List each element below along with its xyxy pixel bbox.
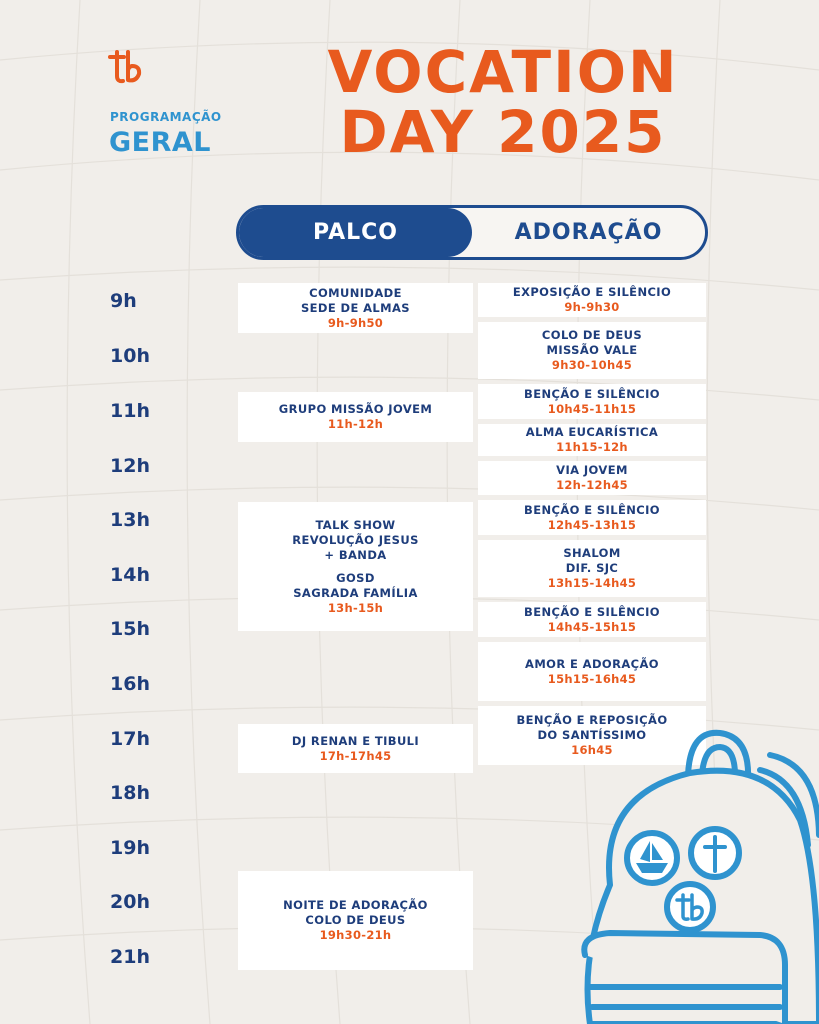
hour-label: 21h — [110, 946, 150, 968]
title-line-1: VOCATION — [327, 38, 679, 106]
event-title: GOSD — [336, 570, 375, 585]
event-time: 15h15-16h45 — [547, 671, 637, 686]
tab-adoracao[interactable]: ADORAÇÃO — [514, 220, 663, 245]
event-time: 9h30-10h45 — [551, 358, 633, 372]
event-time: 17h-17h45 — [319, 748, 392, 763]
event-time: 12h-12h45 — [556, 478, 628, 492]
event-title: COMUNIDADE — [309, 285, 402, 300]
hour-label: 14h — [110, 564, 150, 586]
event-time: 9h-9h50 — [327, 315, 384, 330]
adoracao-event-card[interactable] — [478, 384, 706, 419]
event-title: SEDE DE ALMAS — [300, 300, 410, 315]
hour-label: 16h — [110, 673, 150, 695]
event-time: 12h45-13h15 — [547, 517, 637, 532]
palco-event-card[interactable] — [238, 392, 473, 442]
event-time: 11h15-12h — [556, 440, 628, 454]
event-title: COLO DE DEUS — [541, 328, 643, 342]
palco-event-card[interactable] — [238, 724, 473, 773]
hour-label: 18h — [110, 782, 150, 804]
event-title: BENÇÃO E REPOSIÇÃO — [516, 713, 668, 727]
event-title: REVOLUÇÃO JESUS — [292, 532, 419, 547]
event-time: 9h-9h30 — [564, 300, 620, 314]
event-time: 19h30-21h — [319, 928, 392, 942]
hour-label: 9h — [110, 290, 137, 312]
event-title: ALMA EUCARÍSTICA — [525, 425, 659, 439]
palco-event-card[interactable] — [238, 871, 473, 970]
tab-palco[interactable]: PALCO — [239, 208, 472, 257]
backpack-icon — [570, 725, 819, 1024]
event-title: MISSÃO VALE — [546, 343, 638, 357]
geral-label: GERAL — [109, 127, 211, 158]
adoracao-event-card[interactable] — [478, 424, 706, 456]
event-title: + BANDA — [324, 547, 387, 562]
hour-label: 19h — [110, 837, 150, 859]
programacao-label: PROGRAMAÇÃO — [110, 110, 222, 124]
event-time: 13h15-14h45 — [547, 576, 637, 590]
adoracao-event-card[interactable] — [478, 602, 706, 637]
adoracao-event-card[interactable] — [478, 540, 706, 597]
palco-event-card[interactable] — [238, 283, 473, 333]
event-time: 16h45 — [571, 743, 613, 757]
event-time: 14h45-15h15 — [547, 619, 637, 634]
event-title: BENÇÃO E SILÊNCIO — [524, 502, 660, 517]
event-title: BENÇÃO E SILÊNCIO — [524, 604, 660, 619]
event-title: SHALOM — [563, 546, 621, 560]
hour-label: 15h — [110, 618, 150, 640]
event-title: NOITE DE ADORAÇÃO — [283, 898, 428, 912]
event-time: 13h-15h — [327, 600, 384, 615]
event-time: 11h-12h — [327, 417, 384, 431]
hour-label: 11h — [110, 400, 150, 422]
adoracao-event-card[interactable] — [478, 500, 706, 535]
event-title: TALK SHOW — [315, 517, 396, 532]
event-title: EXPOSIÇÃO E SILÊNCIO — [512, 285, 672, 299]
hour-label: 13h — [110, 509, 150, 531]
adoracao-event-card[interactable] — [478, 461, 706, 495]
event-title: BENÇÃO E SILÊNCIO — [524, 386, 660, 401]
event-title: VIA JOVEM — [556, 463, 628, 477]
tb-monogram-icon — [106, 48, 146, 88]
event-title: GRUPO MISSÃO JOVEM — [278, 402, 433, 416]
hour-label: 12h — [110, 455, 150, 477]
adoracao-event-card[interactable] — [478, 283, 706, 317]
page-title — [288, 38, 718, 166]
event-title: SAGRADA FAMÍLIA — [293, 585, 418, 600]
hour-label: 20h — [110, 891, 150, 913]
event-title: COLO DE DEUS — [305, 913, 406, 927]
palco-event-card[interactable] — [238, 502, 473, 631]
adoracao-event-card[interactable] — [478, 642, 706, 701]
event-title: DIF. SJC — [565, 561, 619, 575]
adoracao-event-card[interactable] — [478, 322, 706, 379]
event-title: DO SANTÍSSIMO — [537, 728, 647, 742]
hour-label: 17h — [110, 728, 150, 750]
title-line-2: DAY 2025 — [339, 98, 667, 166]
event-title: AMOR E ADORAÇÃO — [525, 656, 659, 671]
hour-label: 10h — [110, 345, 150, 367]
event-time: 10h45-11h15 — [547, 401, 637, 416]
stage-tabs — [236, 205, 708, 260]
event-title: DJ RENAN E TIBULI — [291, 733, 420, 748]
